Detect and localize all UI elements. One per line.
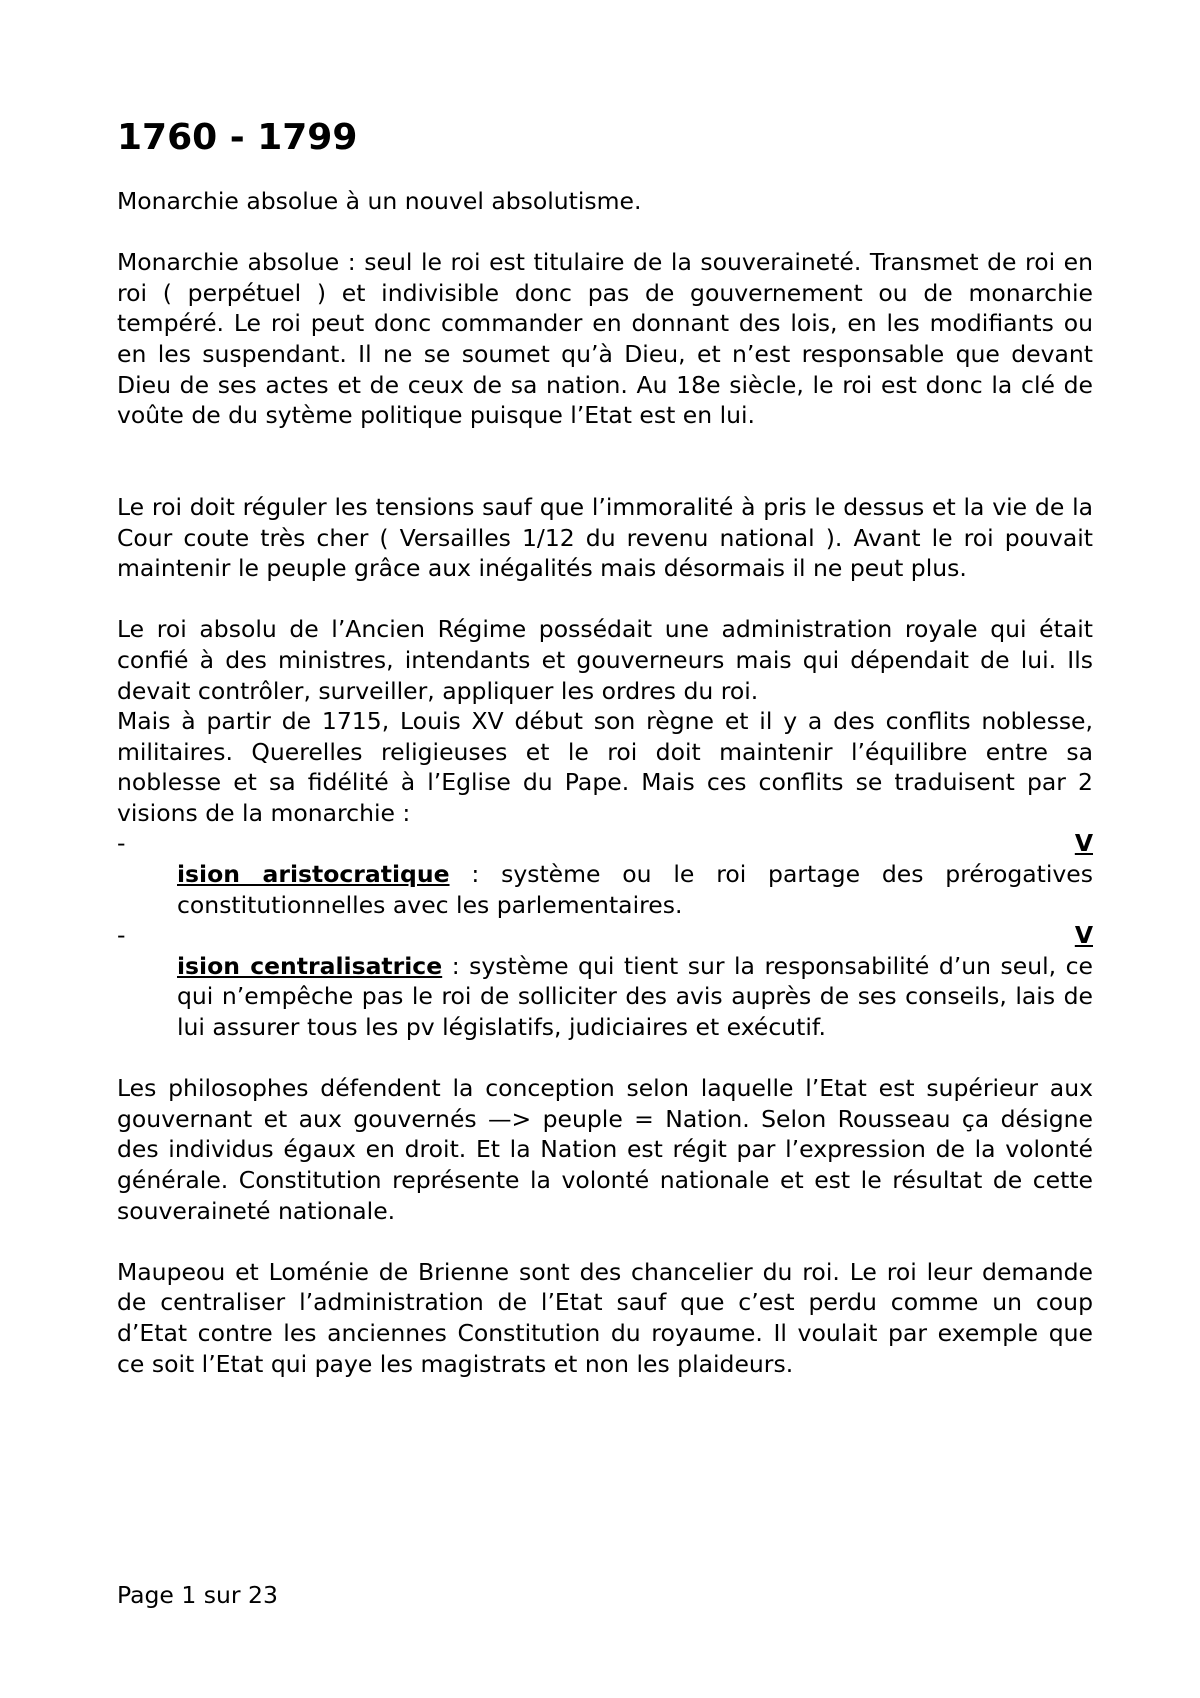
paragraph-administration: Le roi absolu de l’Ancien Régime possédait une administration royale qui était confié à des ministres, intendants et gouverneurs mais qui dépendait de lui. Ils devait contrôler, surveiller, appliquer les ordres du roi. <box>117 615 1093 705</box>
bullet-first-letter: V <box>1074 921 1093 950</box>
bullet-text: : système ou le roi partage des prérogatives constitutionnelles avec les parlementaires. <box>177 860 1093 919</box>
subtitle: Monarchie absolue à un nouvel absolutisme. <box>117 187 642 215</box>
paragraph-maupeou: Maupeou et Loménie de Brienne sont des chancelier du roi. Le roi leur demande de centraliser l’administration de l’Etat sauf que c’est perdu comme un coup d’Etat contre les anciennes Constitution du royaume. Il voulait par exemple que ce soit l’Etat qui paye les magistrats et non les plaideurs. <box>117 1257 1093 1378</box>
spacer <box>117 1226 1093 1257</box>
spacer <box>117 584 1093 615</box>
spacer <box>117 217 1093 248</box>
page-title: 1760 - 1799 <box>117 117 358 158</box>
paragraph-louis-xv: Mais à partir de 1715, Louis XV début son règne et il y a des conflits noblesse, militaires. Querelles religieuses et le roi doit maintenir l’équilibre entre sa noblesse et sa fidélité à l’Eglise du Pape. Mais ces conflits se traduisent par 2 visions de la monarchie : <box>117 707 1093 827</box>
bullet-dash: - <box>117 829 126 858</box>
bullet-first-letter: V <box>1074 829 1093 858</box>
bullet-term: ision centralisatrice <box>177 951 443 980</box>
bullet-vision-aristocratique <box>117 828 1093 920</box>
bullet-text: : système qui tient sur la responsabilité d’un seul, ce qui n’empêche pas le roi de solliciter des avis auprès de ses conseils, lais de lui assurer tous les pv législatifs, judiciaires et exécutif. <box>177 951 1094 1042</box>
paragraph-tensions: Le roi doit réguler les tensions sauf que l’immoralité à pris le dessus et la vie de la Cour coute très cher ( Versailles 1/12 du revenu national ). Avant le roi pouvait maintenir le peuple grâce aux inégalités mais désormais il ne peut plus. <box>117 492 1093 583</box>
document-body <box>117 116 1093 1379</box>
bullet-dash: - <box>117 921 126 950</box>
bullet-vision-centralisatrice <box>117 920 1093 1042</box>
spacer <box>117 431 1093 492</box>
paragraph-monarchie-absolue: Monarchie absolue : seul le roi est titulaire de la souveraineté. Transmet de roi en roi ( perpétuel ) et indivisible donc pas de gouvernement ou de monarchie tempéré. Le roi peut donc commander en donnant des lois, en les modifiants ou en les suspendant. Il ne se soumet qu’à Dieu, et n’est responsable que devant Dieu de ses actes et de ceux de sa nation. Au 18e siècle, le roi est donc la clé de voûte de du sytème politique puisque l’Etat est en lui. <box>117 248 1093 430</box>
paragraph-philosophes: Les philosophes défendent la conception selon laquelle l’Etat est supérieur aux gouvernant et aux gouvernés —> peuple = Nation. Selon Rousseau ça désigne des individus égaux en droit. Et la Nation est régit par l’expression de la volonté générale. Constitution représente la volonté nationale et est le résultat de cette souveraineté nationale. <box>117 1074 1093 1225</box>
spacer <box>117 1043 1093 1074</box>
page-footer: Page 1 sur 23 <box>117 1581 278 1609</box>
bullet-term: ision aristocratique <box>177 860 450 889</box>
